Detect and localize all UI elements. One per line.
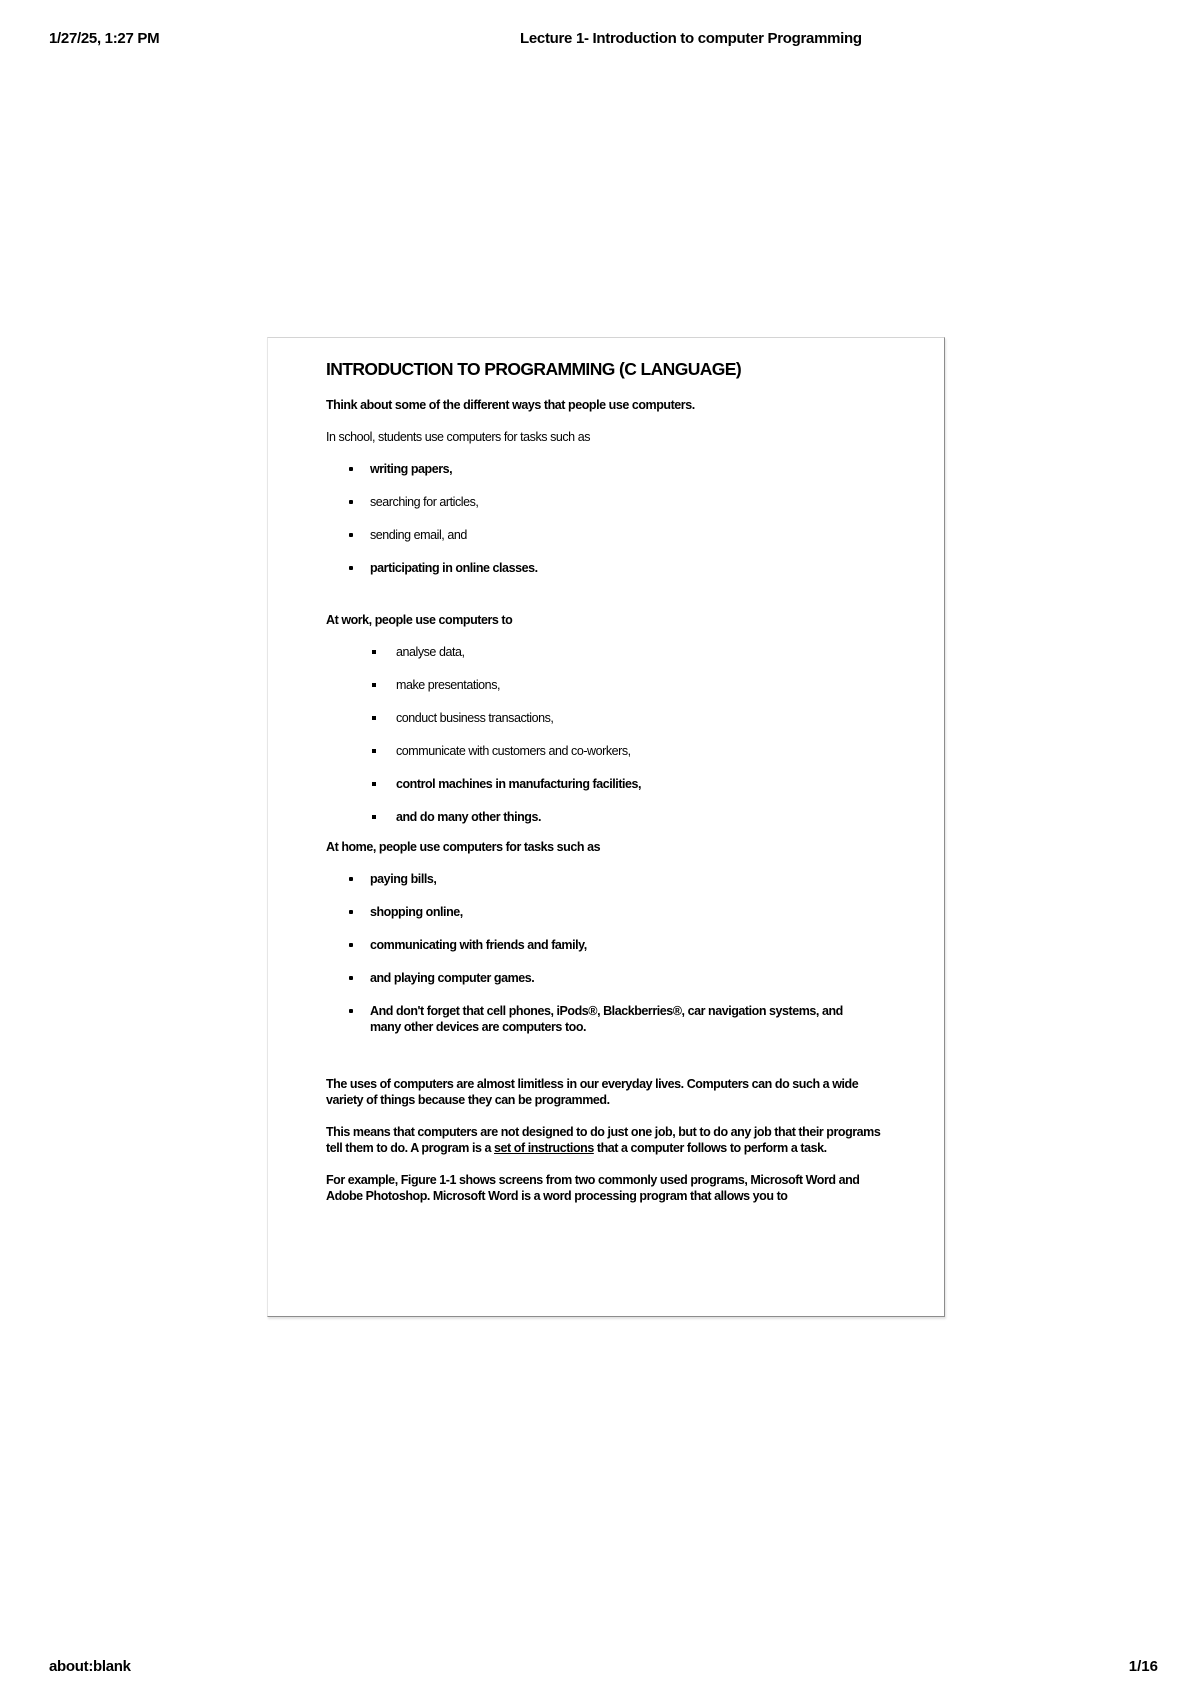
program-definition-text: This means that computers are not designed to do just one job, but to do any job that their programs tell them to do. A program is a bbox=[326, 1125, 881, 1155]
program-definition-paragraph bbox=[326, 1124, 896, 1156]
document-content bbox=[326, 358, 896, 1220]
spacer bbox=[326, 593, 896, 612]
work-lead-paragraph: At work, people use computers to bbox=[326, 613, 513, 627]
intro-paragraph: Think about some of the different ways that people use computers. bbox=[326, 398, 695, 412]
list-item: shopping online, bbox=[326, 904, 896, 920]
work-list bbox=[326, 644, 896, 825]
uses-paragraph: The uses of computers are almost limitless in our everyday lives. Computers can do such a wide variety of things because they can be programmed. bbox=[326, 1077, 859, 1107]
example-paragraph: For example, Figure 1-1 shows screens from two commonly used programs, Microsoft Word and Adobe Photoshop. Microsoft Word is a word processing program that allows you to bbox=[326, 1173, 860, 1203]
list-item: and do many other things. bbox=[326, 809, 896, 825]
list-item: And don't forget that cell phones, iPods®, Blackberries®, car navigation systems, and many other devices are computers too. bbox=[326, 1003, 896, 1035]
list-item: searching for articles, bbox=[326, 494, 896, 510]
print-footer-page-number: 1/16 bbox=[1128, 1658, 1158, 1675]
spacer bbox=[326, 1052, 896, 1076]
list-item: and playing computer games. bbox=[326, 970, 896, 986]
list-item: participating in online classes. bbox=[326, 560, 896, 576]
program-definition-text-end: that a computer follows to perform a task. bbox=[593, 1141, 827, 1155]
list-item: writing papers, bbox=[326, 461, 896, 477]
school-lead-paragraph: In school, students use computers for tasks such as bbox=[326, 430, 590, 444]
list-item: paying bills, bbox=[326, 871, 896, 887]
home-lead-paragraph: At home, people use computers for tasks such as bbox=[326, 840, 601, 854]
school-list bbox=[326, 461, 896, 576]
home-list bbox=[326, 871, 896, 1035]
list-item: communicating with friends and family, bbox=[326, 937, 896, 953]
list-item: analyse data, bbox=[326, 644, 896, 660]
list-item: make presentations, bbox=[326, 677, 896, 693]
list-item: sending email, and bbox=[326, 527, 896, 543]
print-header-datetime: 1/27/25, 1:27 PM bbox=[49, 30, 160, 47]
document-page bbox=[267, 337, 945, 1317]
print-footer-url: about:blank bbox=[49, 1658, 131, 1675]
list-item: control machines in manufacturing facilities, bbox=[326, 776, 896, 792]
list-item: communicate with customers and co-workers, bbox=[326, 743, 896, 759]
set-of-instructions-text: set of instructions bbox=[494, 1141, 594, 1155]
print-header-title: Lecture 1- Introduction to computer Programming bbox=[520, 30, 862, 47]
list-item: conduct business transactions, bbox=[326, 710, 896, 726]
document-title: INTRODUCTION TO PROGRAMMING (C LANGUAGE) bbox=[326, 359, 742, 379]
